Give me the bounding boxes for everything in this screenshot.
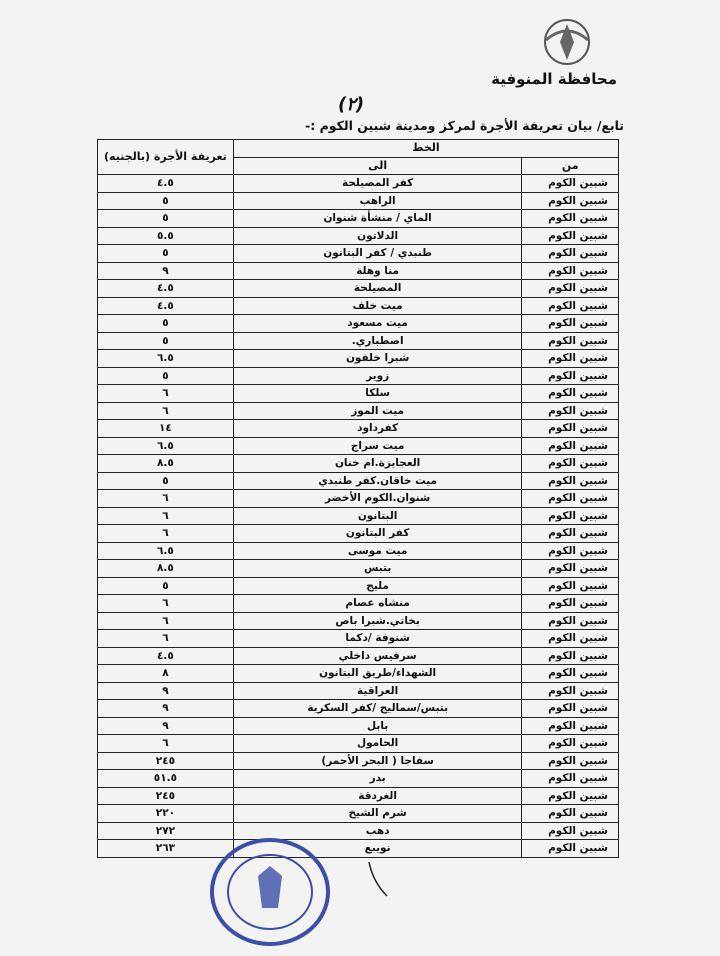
to-cell: ميت خاقان.كفر طنبدي — [233, 472, 522, 490]
fare-cell: ٨.٥ — [98, 455, 234, 473]
to-cell: مليج — [233, 577, 522, 595]
table-row — [98, 175, 619, 193]
table-row — [98, 280, 619, 298]
fare-cell: ٤.٥ — [98, 280, 234, 298]
to-cell: نويبع — [233, 840, 522, 858]
page-number: (٢) — [338, 94, 365, 115]
to-cell: كفرداود — [233, 420, 522, 438]
from-cell: شبين الكوم — [522, 315, 619, 333]
fare-cell: ٥ — [98, 210, 234, 228]
to-cell: بتبس — [233, 560, 522, 578]
from-cell: شبين الكوم — [522, 420, 619, 438]
fare-cell: ٦.٥ — [98, 542, 234, 560]
from-cell: شبين الكوم — [522, 612, 619, 630]
fare-cell: ٥ — [98, 367, 234, 385]
from-cell: شبين الكوم — [522, 210, 619, 228]
from-cell: شبين الكوم — [522, 472, 619, 490]
from-cell: شبين الكوم — [522, 297, 619, 315]
to-cell: منشاه عصام — [233, 595, 522, 613]
table-row — [98, 315, 619, 333]
from-cell: شبين الكوم — [522, 560, 619, 578]
fare-cell: ٦ — [98, 525, 234, 543]
fare-cell: ٦ — [98, 630, 234, 648]
fare-cell: ٥١.٥ — [98, 770, 234, 788]
fare-cell: ٥.٥ — [98, 227, 234, 245]
fare-cell: ٦ — [98, 612, 234, 630]
fare-cell: ٦ — [98, 595, 234, 613]
header-from: من — [522, 157, 619, 175]
official-stamp-icon — [208, 836, 333, 948]
to-cell: سلكا — [233, 385, 522, 403]
table-row — [98, 332, 619, 350]
from-cell: شبين الكوم — [522, 542, 619, 560]
fare-cell: ٥ — [98, 245, 234, 263]
table-row — [98, 385, 619, 403]
fare-cell: ٩ — [98, 717, 234, 735]
table-row — [98, 297, 619, 315]
to-cell: شرم الشيخ — [233, 805, 522, 823]
table-row — [98, 437, 619, 455]
from-cell: شبين الكوم — [522, 175, 619, 193]
table-row — [98, 560, 619, 578]
fare-cell: ٩ — [98, 682, 234, 700]
from-cell: شبين الكوم — [522, 227, 619, 245]
to-cell: ميت موسى — [233, 542, 522, 560]
to-cell: طنبدي / كفر البتانون — [233, 245, 522, 263]
to-cell: كفر البتانون — [233, 525, 522, 543]
fare-cell: ٤.٥ — [98, 647, 234, 665]
to-cell: ميت خلف — [233, 297, 522, 315]
to-cell: شنوان.الكوم الأخضر — [233, 490, 522, 508]
fare-cell: ٥ — [98, 472, 234, 490]
to-cell: بتبس/سماليج /كفر السكرية — [233, 700, 522, 718]
to-cell: العجايزة.ام خنان — [233, 455, 522, 473]
fare-cell: ٢٧٢ — [98, 822, 234, 840]
fare-cell: ٢٤٥ — [98, 787, 234, 805]
table-row — [98, 665, 619, 683]
to-cell: الحامول — [233, 735, 522, 753]
header-fare: تعريفة الأجرة (بالجنيه) — [98, 140, 234, 175]
from-cell: شبين الكوم — [522, 840, 619, 858]
table-row — [98, 595, 619, 613]
to-cell: بخاتي.شبرا باص — [233, 612, 522, 630]
from-cell: شبين الكوم — [522, 577, 619, 595]
to-cell: منا وهلة — [233, 262, 522, 280]
fare-cell: ٥ — [98, 192, 234, 210]
table-row — [98, 682, 619, 700]
from-cell: شبين الكوم — [522, 752, 619, 770]
fare-cell: ٥ — [98, 315, 234, 333]
fare-cell: ٤.٥ — [98, 175, 234, 193]
fare-cell: ٦ — [98, 385, 234, 403]
table-row — [98, 192, 619, 210]
fare-cell: ١٤ — [98, 420, 234, 438]
fare-cell: ٨.٥ — [98, 560, 234, 578]
table-row — [98, 700, 619, 718]
to-cell: الغردقة — [233, 787, 522, 805]
table-row — [98, 542, 619, 560]
fare-cell: ٩ — [98, 700, 234, 718]
header-line: الخط — [233, 140, 618, 158]
to-cell: ميت سراج — [233, 437, 522, 455]
table-row — [98, 822, 619, 840]
table-row — [98, 245, 619, 263]
fare-cell: ٢٤٥ — [98, 752, 234, 770]
table-row — [98, 402, 619, 420]
fare-cell: ٦ — [98, 490, 234, 508]
from-cell: شبين الكوم — [522, 245, 619, 263]
table-row — [98, 490, 619, 508]
signature-mark — [365, 860, 395, 900]
from-cell: شبين الكوم — [522, 455, 619, 473]
from-cell: شبين الكوم — [522, 350, 619, 368]
to-cell: ميت الموز — [233, 402, 522, 420]
from-cell: شبين الكوم — [522, 805, 619, 823]
fare-cell: ٦ — [98, 402, 234, 420]
fare-cell: ٤.٥ — [98, 297, 234, 315]
table-row — [98, 735, 619, 753]
to-cell: سفاجا ( البحر الأحمر) — [233, 752, 522, 770]
from-cell: شبين الكوم — [522, 280, 619, 298]
from-cell: شبين الكوم — [522, 192, 619, 210]
to-cell: بابل — [233, 717, 522, 735]
table-row — [98, 577, 619, 595]
from-cell: شبين الكوم — [522, 507, 619, 525]
from-cell: شبين الكوم — [522, 385, 619, 403]
table-row — [98, 840, 619, 858]
from-cell: شبين الكوم — [522, 665, 619, 683]
to-cell: الشهداء/طريق البتانون — [233, 665, 522, 683]
table-row — [98, 787, 619, 805]
to-cell: بدر — [233, 770, 522, 788]
table-row — [98, 717, 619, 735]
to-cell: شبرا خلفون — [233, 350, 522, 368]
to-cell: زوير — [233, 367, 522, 385]
table-row — [98, 367, 619, 385]
to-cell: ميت مسعود — [233, 315, 522, 333]
from-cell: شبين الكوم — [522, 402, 619, 420]
from-cell: شبين الكوم — [522, 262, 619, 280]
fare-cell: ٥ — [98, 577, 234, 595]
table-row — [98, 612, 619, 630]
table-row — [98, 472, 619, 490]
table-row — [98, 420, 619, 438]
from-cell: شبين الكوم — [522, 525, 619, 543]
fare-table — [97, 139, 619, 858]
table-row — [98, 805, 619, 823]
to-cell: البتانون — [233, 507, 522, 525]
fare-cell: ٥ — [98, 332, 234, 350]
fare-cell: ٦.٥ — [98, 437, 234, 455]
table-row — [98, 210, 619, 228]
from-cell: شبين الكوم — [522, 630, 619, 648]
document-title: تابع/ بيان تعريفة الأجرة لمركز ومدينة شبين الكوم :- — [305, 118, 624, 133]
table-row — [98, 770, 619, 788]
table-row — [98, 525, 619, 543]
governorate-emblem-icon — [532, 12, 602, 70]
to-cell: الماي / منشأة شنوان — [233, 210, 522, 228]
to-cell: الدلاتون — [233, 227, 522, 245]
from-cell: شبين الكوم — [522, 332, 619, 350]
from-cell: شبين الكوم — [522, 367, 619, 385]
from-cell: شبين الكوم — [522, 437, 619, 455]
from-cell: شبين الكوم — [522, 735, 619, 753]
to-cell: الراهب — [233, 192, 522, 210]
from-cell: شبين الكوم — [522, 717, 619, 735]
fare-cell: ٦.٥ — [98, 350, 234, 368]
header-to: الى — [233, 157, 522, 175]
fare-cell: ٦ — [98, 735, 234, 753]
fare-cell: ٨ — [98, 665, 234, 683]
fare-cell: ٩ — [98, 262, 234, 280]
from-cell: شبين الكوم — [522, 647, 619, 665]
from-cell: شبين الكوم — [522, 822, 619, 840]
table-row — [98, 455, 619, 473]
to-cell: سرفيس داخلي — [233, 647, 522, 665]
fare-cell: ٢٢٠ — [98, 805, 234, 823]
to-cell: المصيلحة — [233, 280, 522, 298]
table-row — [98, 262, 619, 280]
table-row — [98, 630, 619, 648]
to-cell: كفر المصيلحة — [233, 175, 522, 193]
table-row — [98, 752, 619, 770]
from-cell: شبين الكوم — [522, 595, 619, 613]
from-cell: شبين الكوم — [522, 770, 619, 788]
from-cell: شبين الكوم — [522, 700, 619, 718]
fare-cell: ٢٦٣ — [98, 840, 234, 858]
to-cell: دهب — [233, 822, 522, 840]
fare-cell: ٦ — [98, 507, 234, 525]
table-row — [98, 647, 619, 665]
table-row — [98, 350, 619, 368]
from-cell: شبين الكوم — [522, 787, 619, 805]
table-row — [98, 227, 619, 245]
to-cell: العراقية — [233, 682, 522, 700]
from-cell: شبين الكوم — [522, 490, 619, 508]
to-cell: شنوفة /دكما — [233, 630, 522, 648]
table-row — [98, 507, 619, 525]
governorate-name: محافظة المنوفية — [491, 70, 617, 88]
from-cell: شبين الكوم — [522, 682, 619, 700]
to-cell: اصطباري. — [233, 332, 522, 350]
